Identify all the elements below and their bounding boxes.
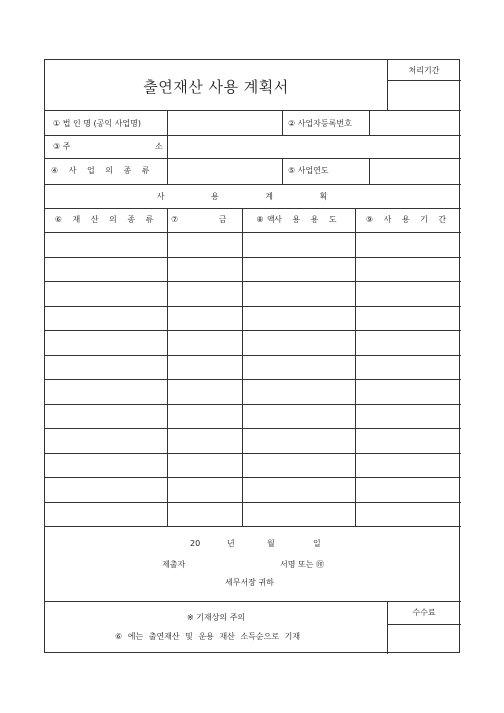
notes-heading: ※ 기재상의 주의 (187, 613, 246, 622)
date-month: 월 (267, 539, 275, 548)
amount-cell[interactable] (167, 502, 242, 527)
purpose-cell[interactable] (242, 355, 355, 380)
rule (167, 110, 168, 135)
amount-cell[interactable] (167, 306, 242, 331)
rule (45, 601, 461, 602)
rule (369, 110, 370, 135)
rule (167, 208, 168, 526)
rule (282, 110, 283, 135)
amount-cell[interactable] (167, 404, 242, 429)
form-title: 출연재산 사용 계획서 (143, 78, 289, 96)
usage-plan-form (44, 59, 460, 653)
rule (355, 208, 356, 526)
address-label: ③ 주 (53, 142, 71, 151)
period-cell[interactable] (355, 281, 461, 306)
period-cell[interactable] (355, 453, 461, 478)
purpose-cell[interactable] (242, 453, 355, 478)
purpose-cell[interactable] (242, 379, 355, 404)
rule (45, 110, 461, 111)
asset-type-cell[interactable] (45, 306, 167, 331)
asset-type-cell[interactable] (45, 404, 167, 429)
biz-reg-no-label: ② 사업자등록번호 (288, 119, 352, 128)
asset-type-cell[interactable] (45, 281, 167, 306)
asset-type-cell[interactable] (45, 379, 167, 404)
period-cell[interactable] (355, 257, 461, 282)
processing-period-label: 처리기간 (408, 66, 440, 75)
amount-cell[interactable] (167, 281, 242, 306)
rule (282, 158, 283, 184)
col-header-purpose: ⑧ 사 용 용 도 (256, 215, 341, 224)
rule (167, 135, 168, 158)
amount-cell[interactable] (167, 330, 242, 355)
asset-type-cell[interactable] (45, 428, 167, 453)
date-year-prefix: 20 (190, 539, 201, 548)
period-cell[interactable] (355, 477, 461, 502)
address-label-end: 소 (155, 142, 163, 151)
purpose-cell[interactable] (242, 257, 355, 282)
purpose-cell[interactable] (242, 502, 355, 527)
amount-cell[interactable] (167, 355, 242, 380)
processing-period-line (387, 80, 461, 81)
period-cell[interactable] (355, 404, 461, 429)
rule (45, 208, 461, 209)
fee-label: 수수료 (412, 608, 436, 617)
asset-type-cell[interactable] (45, 232, 167, 257)
col-header-period: ⑨ 사 용 기 간 (365, 215, 451, 224)
rule (45, 158, 461, 159)
purpose-cell[interactable] (242, 428, 355, 453)
amount-cell[interactable] (167, 257, 242, 282)
rule (387, 624, 461, 625)
rule (167, 158, 168, 184)
biz-year-label: ⑤ 사업연도 (288, 166, 329, 175)
period-cell[interactable] (355, 330, 461, 355)
date-day: 일 (313, 539, 321, 548)
asset-type-cell[interactable] (45, 355, 167, 380)
addressee: 세무서장 귀하 (225, 578, 274, 587)
purpose-cell[interactable] (242, 306, 355, 331)
corp-name-label: ① 법 인 명 (공익 사업명) (53, 119, 141, 128)
submitter-label: 제출자 (162, 560, 186, 569)
notes-line: ⑥ 에는 출연재산 및 운용 재산 소득순으로 기재 (115, 632, 301, 641)
col-header-asset-type: ⑥ 재 산 의 종 류 (54, 215, 158, 224)
period-cell[interactable] (355, 232, 461, 257)
amount-cell[interactable] (167, 232, 242, 257)
purpose-cell[interactable] (242, 232, 355, 257)
asset-type-cell[interactable] (45, 330, 167, 355)
rule (242, 208, 243, 526)
col-header-amount: ⑦ 금 액 (171, 215, 275, 224)
asset-type-cell[interactable] (45, 477, 167, 502)
section-title: 사 용 계 획 (156, 192, 350, 201)
amount-cell[interactable] (167, 453, 242, 478)
period-cell[interactable] (355, 428, 461, 453)
rule (45, 184, 461, 185)
amount-cell[interactable] (167, 379, 242, 404)
asset-type-cell[interactable] (45, 453, 167, 478)
rule (369, 158, 370, 184)
amount-cell[interactable] (167, 477, 242, 502)
date-year: 년 (227, 539, 235, 548)
purpose-cell[interactable] (242, 330, 355, 355)
biz-type-label: ④ 사 업 의 종 류 (51, 166, 154, 175)
period-cell[interactable] (355, 379, 461, 404)
amount-cell[interactable] (167, 428, 242, 453)
rule (45, 135, 461, 136)
purpose-cell[interactable] (242, 477, 355, 502)
asset-type-cell[interactable] (45, 502, 167, 527)
period-cell[interactable] (355, 306, 461, 331)
purpose-cell[interactable] (242, 281, 355, 306)
purpose-cell[interactable] (242, 404, 355, 429)
period-cell[interactable] (355, 502, 461, 527)
period-cell[interactable] (355, 355, 461, 380)
asset-type-cell[interactable] (45, 257, 167, 282)
sign-or-seal: 서명 또는 ㊞ (280, 560, 324, 569)
rule (45, 526, 461, 527)
